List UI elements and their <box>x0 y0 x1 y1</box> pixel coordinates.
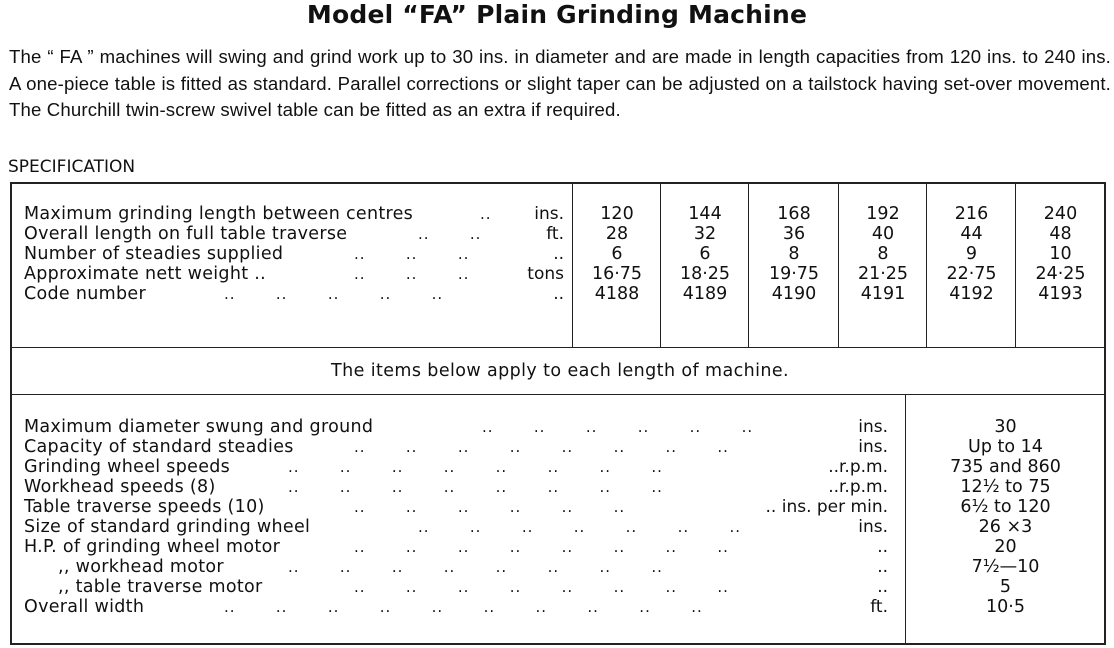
section-divider <box>12 394 1104 395</box>
leader-dots: .. .. .. .. .. .. <box>482 418 754 436</box>
row-unit: ft. <box>870 597 888 617</box>
value-cell: 10·5 <box>986 597 1025 617</box>
value-cell: 20 <box>994 537 1017 557</box>
value-cell: 4192 <box>949 284 994 304</box>
leader-dots: .. .. .. .. .. .. .. .. .. .. <box>224 598 703 616</box>
value-cell: 240 <box>1043 204 1078 224</box>
value-cell: 4190 <box>771 284 817 304</box>
row-unit: .. <box>553 244 564 264</box>
column-divider <box>572 184 573 347</box>
value-cell: 216 <box>954 204 989 224</box>
row-unit: ins. <box>858 437 888 457</box>
value-cell: 168 <box>777 204 811 224</box>
value-cell: 40 <box>871 224 895 244</box>
row-label: Workhead speeds (8) <box>24 477 216 497</box>
row-label: Capacity of standard steadies <box>24 437 294 457</box>
leader-dots: .. .. .. .. .. .. .. .. <box>354 538 729 556</box>
leader-dots: .. .. .. <box>354 265 470 283</box>
row-label: Code number <box>24 284 146 304</box>
row-unit: tons <box>527 264 564 284</box>
leader-dots: .. .. .. .. .. .. .. .. <box>288 478 663 496</box>
leader-dots: .. .. .. .. .. .. .. <box>418 518 742 536</box>
value-cell: 9 <box>965 244 978 264</box>
value-cell: 44 <box>960 224 983 244</box>
leader-dots: .. .. .. .. .. .. <box>354 498 626 516</box>
value-cell: 8 <box>788 244 800 264</box>
value-cell: 28 <box>605 224 629 244</box>
leader-dots: .. .. .. <box>354 245 470 263</box>
row-unit: ..r.p.m. <box>828 457 888 477</box>
value-cell: 4193 <box>1038 284 1083 304</box>
value-cell: 735 and 860 <box>950 457 1061 477</box>
row-label: Grinding wheel speeds <box>24 457 231 477</box>
page-title: Model “FA” Plain Grinding Machine <box>306 0 808 29</box>
value-cell: 6 <box>699 244 711 264</box>
column-divider <box>660 184 661 347</box>
row-unit: ft. <box>546 224 564 244</box>
specification-heading: SPECIFICATION <box>8 157 136 177</box>
value-cell: 16·75 <box>591 264 643 284</box>
value-cell: 32 <box>693 224 717 244</box>
value-cell: 144 <box>688 204 722 224</box>
leader-dots: .. .. .. .. .. .. .. .. <box>288 458 663 476</box>
value-cell: 4189 <box>682 284 728 304</box>
row-unit: ins. <box>858 417 888 437</box>
row-label: H.P. of grinding wheel motor <box>24 537 281 557</box>
value-cell: 8 <box>877 244 889 264</box>
row-unit: .. <box>877 557 888 577</box>
value-cell: 24·25 <box>1035 264 1086 284</box>
value-cell: Up to 14 <box>968 437 1043 457</box>
leader-dots: .. .. .. .. .. .. .. .. <box>354 578 729 596</box>
row-unit: .. <box>877 537 888 557</box>
value-cell: 6½ to 120 <box>960 497 1051 517</box>
row-unit: .. <box>553 284 564 304</box>
value-cell: 30 <box>994 417 1017 437</box>
value-cell: 6 <box>611 244 623 264</box>
value-cell: 18·25 <box>679 264 731 284</box>
leader-dots: .. <box>480 205 492 223</box>
value-cell: 21·25 <box>857 264 909 284</box>
value-cell: 26 ×3 <box>978 517 1033 537</box>
value-cell: 4191 <box>860 284 906 304</box>
row-label: Approximate nett weight .. <box>24 264 266 284</box>
value-cell: 10 <box>1049 244 1072 264</box>
applies-note: The items below apply to each length of machine. <box>330 361 789 381</box>
leader-dots: .. .. <box>418 225 482 243</box>
row-unit: ..r.p.m. <box>828 477 888 497</box>
column-divider <box>1015 184 1016 347</box>
value-cell: 19·75 <box>768 264 820 284</box>
intro-paragraph: The “ FA ” machines will swing and grind work up to 30 ins. in diameter and are made in length capacities from 120 ins. to 240 ins. A one-piece table is fitted as standard. Parallel corrections or slight taper can be adjusted on a tailstock having set-over movement. The Churchill twin-screw swivel table can be fitted as an extra if required. <box>9 46 1111 120</box>
value-cell: 36 <box>782 224 806 244</box>
row-unit: ins. <box>534 204 564 224</box>
column-divider <box>748 184 749 347</box>
value-cell: 12½ to 75 <box>960 477 1051 497</box>
row-label: ,, workhead motor <box>58 557 224 577</box>
row-label: Size of standard grinding wheel <box>24 517 311 537</box>
row-label: Maximum grinding length between centres <box>24 204 414 224</box>
row-label: ,, table traverse motor <box>58 577 263 597</box>
leader-dots: .. .. .. .. .. .. .. .. <box>288 558 663 576</box>
value-cell: 22·75 <box>946 264 997 284</box>
value-cell: 120 <box>600 204 634 224</box>
leader-dots: .. .. .. .. .. .. .. .. <box>354 438 729 456</box>
value-cell: 192 <box>866 204 900 224</box>
column-divider <box>926 184 927 347</box>
value-column-divider <box>905 394 906 645</box>
row-label: Number of steadies supplied <box>24 244 284 264</box>
value-cell: 4188 <box>594 284 640 304</box>
column-divider <box>838 184 839 347</box>
value-cell: 7½—10 <box>971 557 1040 577</box>
value-cell: 48 <box>1049 224 1072 244</box>
row-label: Overall length on full table traverse <box>24 224 348 244</box>
row-unit: .. <box>877 577 888 597</box>
row-unit: .. ins. per min. <box>765 497 888 517</box>
row-unit: ins. <box>858 517 888 537</box>
value-cell: 5 <box>999 577 1012 597</box>
section-divider <box>12 347 1104 348</box>
leader-dots: .. .. .. .. .. <box>224 285 444 303</box>
row-label: Table traverse speeds (10) <box>24 497 265 517</box>
row-label: Overall width <box>24 597 145 617</box>
row-label: Maximum diameter swung and ground <box>24 417 374 437</box>
specification-table <box>10 182 1106 645</box>
